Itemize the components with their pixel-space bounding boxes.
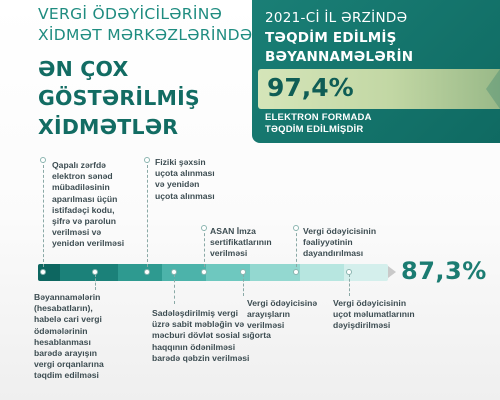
connector-line: [95, 274, 96, 290]
service-label-individual-registration: [155, 157, 215, 202]
label-line: şifrə və parolun: [52, 216, 116, 227]
highlight-subtitle-line-1: TƏQDİM EDİLMİŞ: [265, 30, 397, 46]
connector-line: [296, 228, 297, 267]
subtitle-line-1: VERGİ ÖDƏYİCİLƏRİNƏ: [38, 5, 223, 23]
marker-dot: [171, 269, 177, 275]
label-line: ASAN İmza: [210, 226, 256, 236]
service-label-asan-signature: [210, 226, 272, 260]
label-line: Sadələşdirilmiş vergi: [152, 308, 238, 318]
marker-dot: [201, 225, 207, 231]
services-bar: [38, 264, 388, 281]
bar-segment-4: [162, 264, 206, 281]
connector-line: [349, 274, 350, 296]
label-line: (hesabatların),: [34, 303, 93, 314]
highlight-panel: [252, 0, 500, 143]
connector-line: [243, 274, 244, 296]
label-line: Vergi ödəyicisinə: [247, 298, 318, 308]
marker-dot: [92, 269, 98, 275]
marker-dot: [240, 269, 246, 275]
page-title: [38, 55, 200, 142]
bar-segment-2: [60, 264, 118, 281]
marker-dot: [40, 269, 46, 275]
marker-dot: [293, 225, 299, 231]
label-line: aparılması üçün: [52, 193, 118, 204]
label-line: haqqının ödənilməsi: [152, 341, 236, 352]
label-line: uçot məlumatlarının: [333, 309, 415, 320]
label-line: uçota alınması: [155, 190, 215, 201]
page-title-line-3: XİDMƏTLƏR: [38, 115, 179, 139]
highlight-percent-box: [258, 69, 500, 109]
marker-dot: [346, 269, 352, 275]
marker-dot: [201, 269, 207, 275]
connector-line: [174, 274, 175, 304]
label-line: istifadəçi kodu,: [52, 204, 115, 215]
highlight-footnote-line-2: TƏQDİM EDİLMİŞDİR: [265, 124, 364, 135]
label-line: Vergi ödəyicisinin: [333, 298, 407, 308]
service-label-certificates-issuance: [247, 298, 317, 332]
label-line: ödəmələrinin: [34, 325, 88, 336]
highlight-percent: 97,4%: [267, 73, 354, 102]
label-line: təqdim edilməsi: [34, 370, 99, 381]
marker-dot: [144, 269, 150, 275]
service-label-electronic-access: [52, 160, 124, 250]
subtitle-line-2: XİDMƏT MƏRKƏZLƏRİNDƏ: [38, 26, 253, 44]
label-line: elektron sənəd: [52, 171, 113, 182]
service-label-record-change: [333, 298, 415, 332]
bar-segment-3: [118, 264, 162, 281]
label-line: barədə arayışın: [34, 348, 98, 359]
label-line: mübadiləsinin: [52, 182, 110, 193]
label-line: verilməsi: [210, 248, 248, 259]
label-line: dayandırılması: [303, 248, 364, 259]
marker-dot: [144, 157, 150, 163]
label-line: verilməsi: [247, 320, 285, 331]
connector-line: [43, 160, 44, 267]
label-line: arayışların: [247, 309, 290, 320]
label-line: üzrə sabit məbləğin və: [152, 319, 245, 330]
arrow-decoration-icon: [486, 69, 500, 109]
connector-line: [204, 228, 205, 267]
page-title-line-2: GÖSTƏRİLMİŞ: [38, 86, 200, 110]
label-line: fəaliyyətinin: [303, 237, 353, 248]
service-label-activity-suspension: [303, 226, 376, 260]
label-line: məcburi dövlət sosial sığorta: [152, 330, 271, 341]
marker-dot: [40, 157, 46, 163]
label-line: barədə qəbzin verilməsi: [152, 352, 250, 363]
bar-segment-7: [300, 264, 344, 281]
bar-total-percent: 87,3%: [401, 257, 487, 285]
highlight-subtitle: [265, 29, 413, 67]
label-line: Bəyannamələrin: [34, 292, 101, 302]
service-label-declaration-certificate: [34, 292, 104, 382]
marker-dot: [293, 269, 299, 275]
highlight-footnote-line-1: ELEKTRON FORMADA: [265, 112, 372, 123]
label-line: və yenidən: [155, 179, 200, 190]
label-line: vergi orqanlarına: [34, 359, 104, 370]
connector-line: [147, 160, 148, 267]
label-line: dəyişdirilməsi: [333, 320, 391, 331]
highlight-year: 2021-Cİ İL ƏRZİNDƏ: [265, 10, 408, 26]
label-line: Fiziki şəxsin: [155, 157, 206, 167]
label-line: hesablanması: [34, 336, 91, 347]
subtitle: [38, 4, 252, 46]
label-line: uçota alınması: [155, 168, 215, 179]
label-line: verilməsi və: [52, 227, 102, 238]
label-line: Vergi ödəyicisinin: [303, 226, 377, 236]
page-title-line-1: ƏN ÇOX: [38, 57, 129, 81]
bar-arrow-icon: [388, 266, 396, 278]
label-line: yenidən verilməsi: [52, 238, 125, 249]
label-line: habelə cari vergi: [34, 314, 102, 325]
label-line: Qapalı zərfdə: [52, 160, 106, 170]
highlight-subtitle-line-2: BƏYANNAMƏLƏRİN: [265, 49, 414, 65]
highlight-footnote: [265, 112, 372, 136]
label-line: sertifikatlarının: [210, 237, 272, 248]
